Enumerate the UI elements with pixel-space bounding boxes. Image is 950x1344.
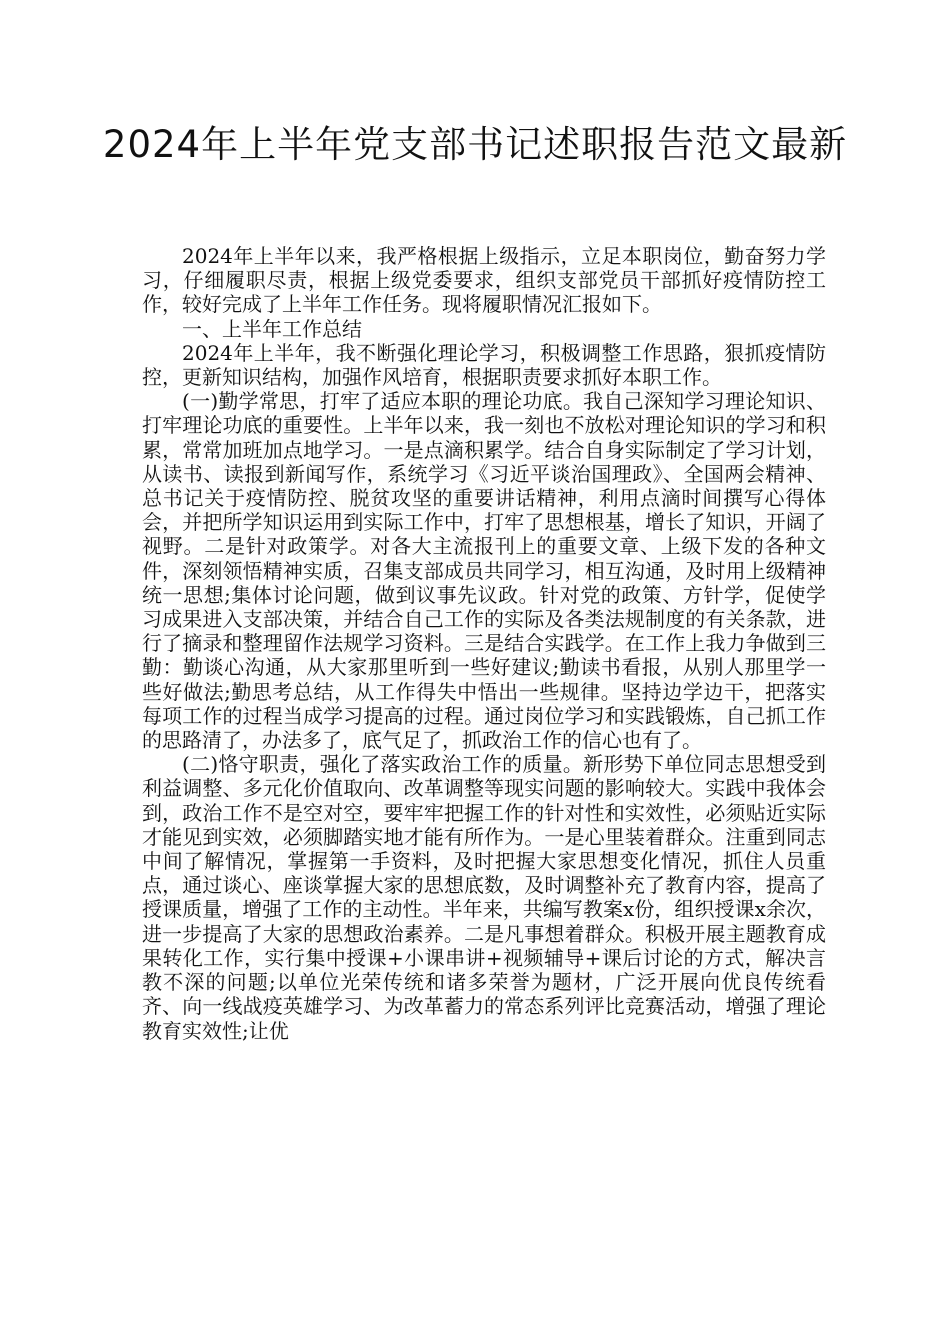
paragraph-intro: 2024年上半年以来，我严格根据上级指示，立足本职岗位，勤奋努力学习，仔细履职尽责，根据上级党委要求，组织支部党员干部抓好疫情防控工作，较好完成了上半年工作任务。现将履职情况汇报如下。 (142, 244, 826, 317)
paragraph-summary: 2024年上半年，我不断强化理论学习，积极调整工作思路，狠抓疫情防控，更新知识结构，加强作风培育，根据职责要求抓好本职工作。 (142, 340, 826, 390)
paragraph-duty: (二)恪守职责，强化了落实政治工作的质量。新形势下单位同志思想受到利益调整、多元化价值取向、改革调整等现实问题的影响较大。实践中我体会到，政治工作不是空对空，要牢牢把握工作的针对性和实效性，必须贴近实际才能见到实效，必须脚踏实地才能有所作为。一是心里装着群众。注重到同志中间了解情况，掌握第一手资料，及时把握大家思想变化情况，抓住人员重点，通过谈心、座谈掌握大家的思想底数，及时调整补充了教育内容，提高了授课质量，增强了工作的主动性。半年来，共编写教案x份，组织授课x余次，进一步提高了大家的思想政治素养。二是凡事想着群众。积极开展主题教育成果转化工作，实行集中授课+小课串讲+视频辅导+课后讨论的方式，解决言教不深的问题;以单位光荣传统和诸多荣誉为题材，广泛开展向优良传统看齐、向一线战疫英雄学习、为改革蓄力的常态系列评比竞赛活动，增强了理论教育实效性;让优 (142, 752, 826, 1043)
document-body (142, 244, 826, 1043)
document-title: 2024年上半年党支部书记述职报告范文最新 (102, 123, 848, 166)
section-heading: 一、上半年工作总结 (182, 316, 362, 341)
paragraph-study: (一)勤学常思，打牢了适应本职的理论功底。我自己深知学习理论知识、打牢理论功底的重要性。上半年以来，我一刻也不放松对理论知识的学习和积累，常常加班加点地学习。一是点滴积累学。结合自身实际制定了学习计划，从读书、读报到新闻写作，系统学习《习近平谈治国理政》、全国两会精神、总书记关于疫情防控、脱贫攻坚的重要讲话精神，利用点滴时间撰写心得体会，并把所学知识运用到实际工作中，打牢了思想根基，增长了知识，开阔了视野。二是针对政策学。对各大主流报刊上的重要文章、上级下发的各种文件，深刻领悟精神实质，召集支部成员共同学习，相互沟通，及时用上级精神统一思想;集体讨论问题，做到议事先议政。针对党的政策、方针学，促使学习成果进入支部决策，并结合自己工作的实际及各类法规制度的有关条款，进行了摘录和整理留作法规学习资料。三是结合实践学。在工作上我力争做到三勤：勤谈心沟通，从大家那里听到一些好建议;勤读书看报，从别人那里学一些好做法;勤思考总结，从工作得失中悟出一些规律。坚持边学边干，把落实每项工作的过程当成学习提高的过程。通过岗位学习和实践锻炼，自己抓工作的思路清了，办法多了，底气足了，抓政治工作的信心也有了。 (142, 389, 826, 753)
